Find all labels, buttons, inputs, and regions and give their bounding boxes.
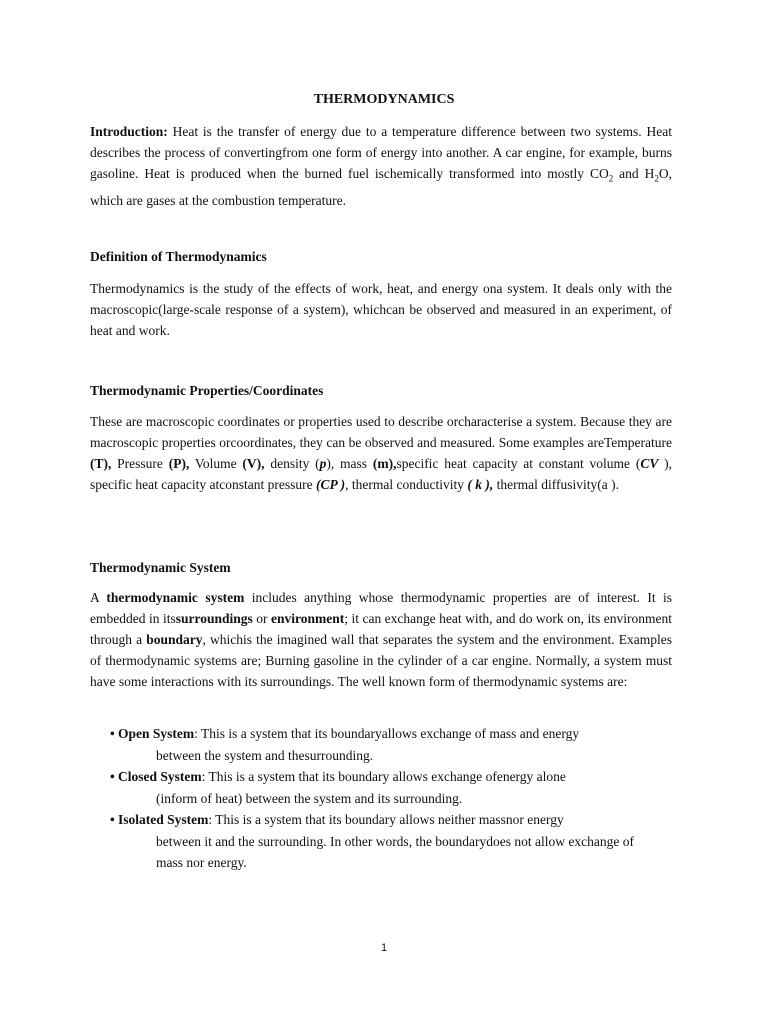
prop-text-7: ), specific heat capacity atconstant pressure [90, 456, 673, 492]
bullet-line: : This is a system that its boundary allows neither massnor energy [208, 812, 564, 827]
list-item-isolated-system [110, 809, 670, 874]
bullet-term: Open System [118, 726, 195, 741]
bullet-icon: • [110, 769, 115, 784]
intro-paragraph [90, 121, 672, 211]
bullet-line: : This is a system that its boundary allows exchange ofenergy alone [201, 769, 566, 784]
co2-subscript: 2 [608, 173, 614, 184]
prop-text-5: ), mass [326, 456, 373, 471]
sys-text-3: or [252, 611, 271, 626]
prop-mass-symbol: (m), [372, 456, 397, 471]
list-item-open-system [110, 723, 670, 766]
prop-text-4: density ( [264, 456, 320, 471]
prop-text-3: Volume [189, 456, 243, 471]
bullet-continuation: mass nor energy. [156, 855, 247, 870]
sys-term-system: thermodynamic system [106, 590, 245, 605]
properties-paragraph [90, 411, 672, 495]
intro-text: Heat is the transfer of energy due to a temperature difference between two systems. Heat describes the process of convertingfrom one form of energy into another. A car engine, for example, burns gasoline. Heat is produced when the burned fuel ischemically transformed into mostly CO [90, 124, 672, 181]
intro-label: Introduction: [90, 124, 168, 139]
prop-cp-symbol: (CP ) [316, 477, 346, 492]
list-item-closed-system [110, 766, 670, 809]
page-title: THERMODYNAMICS [313, 92, 455, 107]
intro-end: O, which are gases at the combustion temperature. [90, 166, 672, 208]
sys-term-boundary: boundary [146, 632, 203, 647]
bullet-continuation: between it and the surrounding. In other words, the boundarydoes not allow exchange of [156, 833, 634, 849]
prop-k-symbol: ( k ), [467, 477, 494, 492]
bullet-icon: • [110, 812, 115, 827]
prop-text-8: , thermal conductivity [345, 477, 468, 492]
prop-text-9: thermal diffusivity(a ). [493, 477, 619, 492]
sys-text-2: includes anything whose thermodynamic properties are of interest. It is embedded in its [90, 590, 672, 626]
definition-paragraph: Thermodynamics is the study of the effects of work, heat, and energy ona system. It deals only with the macroscopic(large-scale response of a system), whichcan be observed and measured in an experiment, of heat and work. [90, 281, 672, 338]
system-paragraph [90, 587, 672, 692]
prop-temperature-symbol: (T), [90, 456, 112, 471]
bullet-line: : This is a system that its boundaryallows exchange of mass and energy [194, 726, 580, 741]
prop-density-symbol: p [319, 456, 327, 471]
intro-mid: and H [613, 166, 655, 181]
prop-pressure-symbol: (P), [168, 456, 190, 471]
sys-term-surroundings: surroundings [175, 611, 253, 626]
sys-text-5: , whichis the imagined wall that separates the system and the environment. Examples of thermodynamic systems are; Burning gasoline in the cylinder of a car engine. Normally, a system must have some interactions with its surroundings. The well known form of thermodynamic systems are: [90, 632, 672, 689]
bullet-continuation: (inform of heat) between the system and its surrounding. [156, 790, 463, 806]
prop-volume-symbol: (V), [242, 456, 265, 471]
sys-term-environment: environment [270, 611, 345, 626]
h2o-subscript: 2 [654, 173, 659, 184]
system-types-list [110, 723, 670, 874]
properties-heading: Thermodynamic Properties/Coordinates [90, 383, 324, 398]
bullet-icon: • [110, 726, 115, 741]
prop-cv-symbol: CV [640, 456, 659, 471]
bullet-term: Closed System [118, 769, 202, 784]
sys-text-4: ; it can exchange heat with, and do work on, its environment through a [90, 611, 672, 647]
sys-text-1: A [90, 590, 107, 605]
page-number: 1 [380, 942, 388, 954]
bullet-continuation: between the system and thesurrounding. [156, 747, 374, 763]
system-heading: Thermodynamic System [90, 560, 231, 575]
prop-text-6: specific heat capacity at constant volume ( [396, 456, 641, 471]
definition-heading: Definition of Thermodynamics [90, 249, 267, 264]
prop-text-1: These are macroscopic coordinates or properties used to describe orcharacterise a system. Because they are macroscopic properties orcoordinates, they can be observed and measured. Some examples areTemperature [90, 414, 672, 450]
prop-text-2: Pressure [111, 456, 169, 471]
bullet-term: Isolated System [118, 812, 209, 827]
